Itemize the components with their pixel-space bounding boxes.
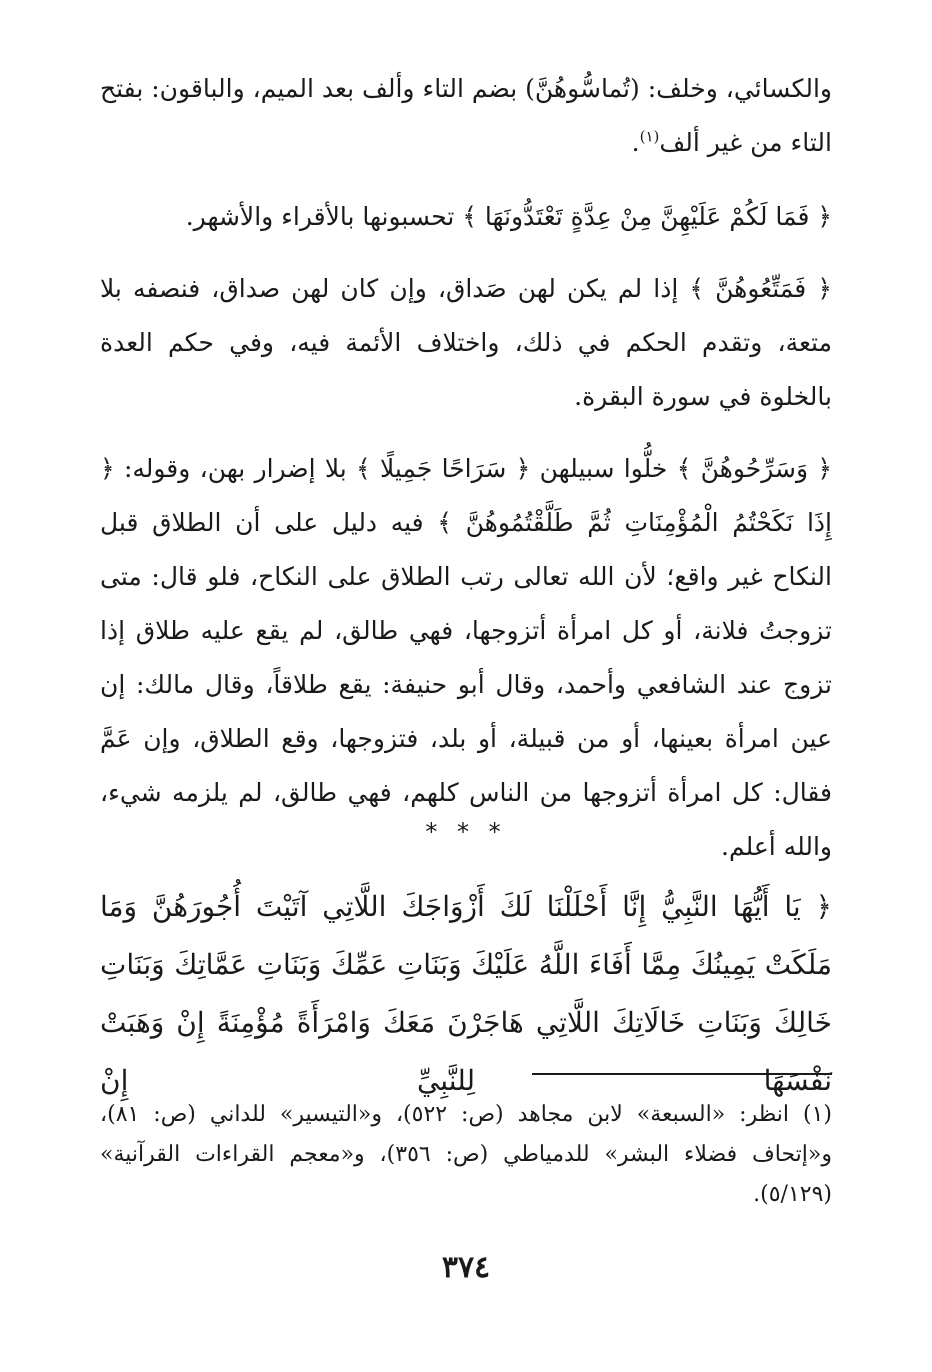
- paragraph-mutah: ﴿ فَمَتِّعُوهُنَّ ﴾ إذا لم يكن لهن صَداق، وإن كان لهن صداق، فنصفه بلا متعة، وتقدم الحكم في ذلك، واختلاف الأئمة فيه، وفي حكم العدة بالخلوة في سورة البقرة.: [100, 274, 832, 411]
- paragraph-reading-variants: [100, 62, 832, 170]
- paragraph-end: .: [631, 128, 640, 157]
- footnote-divider: [532, 1073, 832, 1075]
- footnote: (١) انظر: «السبعة» لابن مجاهد (ص: ٥٢٢)، و«التيسير» للداني (ص: ٨١)، و«إتحاف فضلاء البشر» للدمياطي (ص: ٣٥٦)، و«معجم القراءات القرآنية» (٥/١٢٩).: [100, 1102, 833, 1207]
- quran-verse: ﴿ يَا أَيُّهَا النَّبِيُّ إِنَّا أَحْلَلْنَا لَكَ أَزْوَاجَكَ اللَّاتِي آتَيْتَ أُجُورَهُنَّ وَمَا مَلَكَتْ يَمِينُكَ مِمَّا أَفَاءَ اللَّهُ عَلَيْكَ وَبَنَاتِ عَمِّكَ وَبَنَاتِ عَمَّاتِكَ وَبَنَاتِ خَالِكَ وَبَنَاتِ خَالَاتِكَ اللَّاتِي هَاجَرْنَ مَعَكَ وَامْرَأَةً مُؤْمِنَةً إِنْ وَهَبَتْ نَفْسَهَا لِلنَّبِيِّ إِنْ: [100, 890, 832, 1097]
- page-number: ٣٧٤: [441, 1250, 491, 1285]
- footnote-reference[interactable]: (١): [639, 127, 660, 146]
- section-separator: * * *: [425, 818, 507, 846]
- paragraph-divorce-ruling: ﴿ وَسَرِّحُوهُنَّ ﴾ خلُّوا سبيلهن ﴿ سَرَاحًا جَمِيلًا ﴾ بلا إضرار بهن، وقوله: ﴿ إِذَا نَكَحْتُمُ الْمُؤْمِنَاتِ ثُمَّ طَلَّقْتُمُوهُنَّ ﴾ فيه دليل على أن الطلاق قبل النكاح غير واقع؛ لأن الله تعالى رتب الطلاق على النكاح، فلو قال: متى تزوجتُ فلانة، أو كل امرأة أتزوجها، فهي طالق، لم يقع عليه طلاق إذا تزوج عند الشافعي وأحمد، وقال أبو حنيفة: يقع طلاقاً، وقال مالك: إن عين امرأة بعينها، أو من قبيلة، أو بلد، فتزوجها، وقع الطلاق، وإن عَمَّ فقال: كل امرأة أتزوجها من الناس كلهم، فهي طالق، لم يلزمه شيء، والله أعلم.: [100, 454, 832, 861]
- paragraph-iddah: ﴿ فَمَا لَكُمْ عَلَيْهِنَّ مِنْ عِدَّةٍ تَعْتَدُّونَهَا ﴾ تحسبونها بالأقراء والأشهر.: [185, 202, 832, 231]
- paragraph-text: والكسائي، وخلف: (تُماسُّوهُنَّ) بضم التاء وألف بعد الميم، والباقون: بفتح التاء من غير ألف: [100, 74, 832, 157]
